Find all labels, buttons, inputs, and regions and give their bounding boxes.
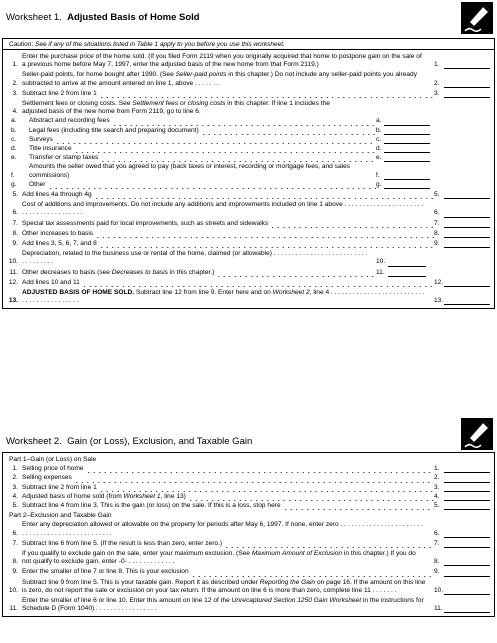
ws1-line-4c: c. Surveys c. (7, 136, 490, 144)
ws2-line-1: 1. Selling price of home 1. (7, 465, 490, 473)
ws2-line-2-field[interactable] (444, 475, 490, 483)
ws1-line-7-field[interactable] (444, 220, 490, 228)
ws1-line-7: 7. Special tax assessments paid for local improvements, such as streets and sidewalks 7. (7, 220, 490, 228)
pencil-icon (461, 418, 493, 450)
ws1-line-5-field[interactable] (444, 191, 490, 199)
ws1-line-12: 12. Add lines 10 and 11 12. (7, 279, 490, 287)
ws2-line-6-field[interactable] (444, 530, 490, 538)
ws1-line-4a-field[interactable] (384, 118, 430, 126)
part-1-heading: Part 1–Gain (or Loss) on Sale (9, 456, 97, 463)
ws2-line-2: 2. Selling expenses 2. (7, 474, 490, 482)
ws1-line-4g: g. Other g. (7, 181, 490, 189)
ws2-line-9: 9. Enter the smaller of line 7 or line 8. This is your exclusion 9. (7, 568, 490, 576)
worksheet-1-box (2, 38, 495, 309)
ws2-line-4: 4. Adjusted basis of home sold (from Worksheet 1, line 13) 4. (7, 493, 490, 501)
ws1-line-6-field[interactable] (444, 210, 490, 218)
ws2-line-4-field[interactable] (444, 493, 490, 501)
ws1-line-6: 6. Cost of additions and improvements. Do not include any additions and improvements included on line 1 above . . . . . . . . . . . . . . . . . . . . . . . . . . . . . . . . . . . . . . . 6. (7, 201, 490, 217)
ws2-line-7-field[interactable] (444, 540, 490, 548)
ws1-line-11: 11. Other decreases to basis (see Decreases to basis in this chapter.) 11. (7, 269, 490, 277)
ws1-line-4d-field[interactable] (384, 145, 430, 153)
ws1-line-3-field[interactable] (444, 90, 490, 98)
worksheet-1-header (2, 2, 495, 38)
ws1-line-8: 8. Other increases to basis 8. (7, 230, 490, 238)
worksheet-2-header (2, 412, 495, 452)
ws2-line-5: 5. Subtract line 4 from line 3. This is the gain (or loss) on the sale. If this is a loss, stop here 5. (7, 502, 490, 510)
pencil-icon (461, 2, 493, 34)
ws1-line-4f: f. Amounts the seller owed that you agreed to pay (back taxes or interest, recording or mortgage fees, and sales commissions) f. (7, 163, 490, 179)
ws1-line-10-field[interactable] (388, 259, 426, 267)
ws1-line-2-field[interactable] (444, 80, 490, 88)
ws1-line-4e-field[interactable] (384, 154, 430, 162)
worksheet-2-title: Worksheet 2. Gain (or Loss), Exclusion, and Taxable Gain (6, 436, 253, 447)
ws1-line-4a: a. Abstract and recording fees a. (7, 117, 490, 125)
worksheet-1-title: Worksheet 1. Adjusted Basis of Home Sold (6, 12, 200, 23)
ws2-line-3: 3. Subtract line 2 from line 1 3. (7, 484, 490, 492)
ws1-line-5: 5. Add lines 4a through 4g 5. (7, 191, 490, 199)
ws1-line-13-field[interactable] (444, 297, 490, 305)
ws2-line-11: 11. Enter the smaller of line 6 or line 10. Enter this amount on line 12 of the Unrecaptured Section 1250 Gain Worksheet in the instructions for Schedule D (Form 1040) . . . . . . . . . . . . . . . . . 11. (7, 597, 490, 613)
ws2-line-6: 6. Enter any depreciation allowed or allowable on the property for periods after May 6, 1997. If none, enter zero . . . . . . . . . . . . . . . . . . . . . . . . . . . . . . . . . . . . . . . . . . . . . . . . 6. (7, 521, 490, 537)
ws2-line-3-field[interactable] (444, 484, 490, 492)
ws1-line-1: 1. Enter the purchase price of the home sold. (If you filed Form 2119 when you originally acquired that home to postpone gain on the sale of a previous home before May 7, 1997, enter the adjusted basis of the new home from that Form 2119.) 1. (7, 53, 490, 69)
ws1-line-8-field[interactable] (444, 230, 490, 238)
ws1-line-12-field[interactable] (444, 279, 490, 287)
ws2-line-10-field[interactable] (444, 587, 490, 595)
ws1-line-4d: d. Title insurance d. (7, 145, 490, 153)
ws1-line-4b: b. Legal fees (including title search and preparing document) b. (7, 127, 490, 135)
ws2-line-10: 10. Subtract line 9 from line 5. This is your taxable gain. Report it as described under Reporting the Gain on page 16. If the amount on this line is zero, do not report the sale or exclusion on your tax return. If the amount on line 6 is more than zero, complete line 11 . . . . . . . 10. (7, 579, 490, 595)
ws2-line-5-field[interactable] (444, 502, 490, 510)
caution-note: Caution: See if any of the situations listed in Table 1 apply to you before you use this worksheet. (3, 39, 494, 50)
ws1-line-10: 10. Depreciation, related to the business use or rental of the home, claimed (or allowable) . . . . . . . . . . . . . . . . . . . . . . . . . . . . . . . . . . . 10. (7, 250, 490, 266)
ws2-line-8-field[interactable] (444, 558, 490, 566)
ws1-line-11-field[interactable] (388, 269, 426, 277)
ws1-line-4g-field[interactable] (384, 181, 430, 189)
ws1-line-4: 4. Settlement fees or closing costs. See Settlement fees or closing costs in this chapter. If line 1 includes the adjusted basis of the new home from Form 2119, go to line 6. (12, 100, 330, 116)
worksheet-2 (2, 412, 495, 617)
ws2-line-1-field[interactable] (444, 465, 490, 473)
worksheet-1 (2, 2, 495, 309)
ws2-line-8: 8. If you qualify to exclude gain on the sale, enter your maximum exclusion. (See Maximum Amount of Exclusion in this chapter.) If you do not qualify to exclude gain, enter -0- . . . . . . . . . . . . . 8. (7, 550, 490, 566)
ws2-line-11-field[interactable] (444, 605, 490, 613)
ws1-line-4f-field[interactable] (384, 172, 430, 180)
part-2-heading: Part 2–Exclusion and Taxable Gain (9, 512, 112, 520)
ws2-line-9-field[interactable] (444, 569, 490, 577)
worksheet-2-box (2, 452, 495, 617)
ws1-line-13: 13. ADJUSTED BASIS OF HOME SOLD. Subtract line 12 from line 9. Enter here and on Worksheet 2, line 4 . . . . . . . . . . . . . . . . . . . . . . . . . . . . . . . . . . . . . . . . . . 13. (7, 289, 490, 305)
ws2-line-7: 7. Subtract line 6 from line 5. (If the result is less than zero, enter zero.) 7. (7, 540, 490, 548)
ws1-line-9: 9. Add lines 3, 5, 6, 7, and 8 9. (7, 240, 490, 248)
ws1-line-4e: e. Transfer or stamp taxes e. (7, 154, 490, 162)
ws1-line-9-field[interactable] (444, 240, 490, 248)
ws1-line-4c-field[interactable] (384, 136, 430, 144)
ws1-line-2: 2. Seller-paid points, for home bought after 1990. (See Seller-paid points in this chapter.) Do not include any seller-paid points you already subtracted to arrive at the amount entered on line 1, above . . . . . . . 2. (7, 71, 490, 87)
ws1-line-4b-field[interactable] (384, 127, 430, 135)
ws1-line-3: 3. Subtract line 2 from line 1 3. (7, 90, 490, 98)
ws1-line-1-field[interactable] (444, 61, 490, 69)
